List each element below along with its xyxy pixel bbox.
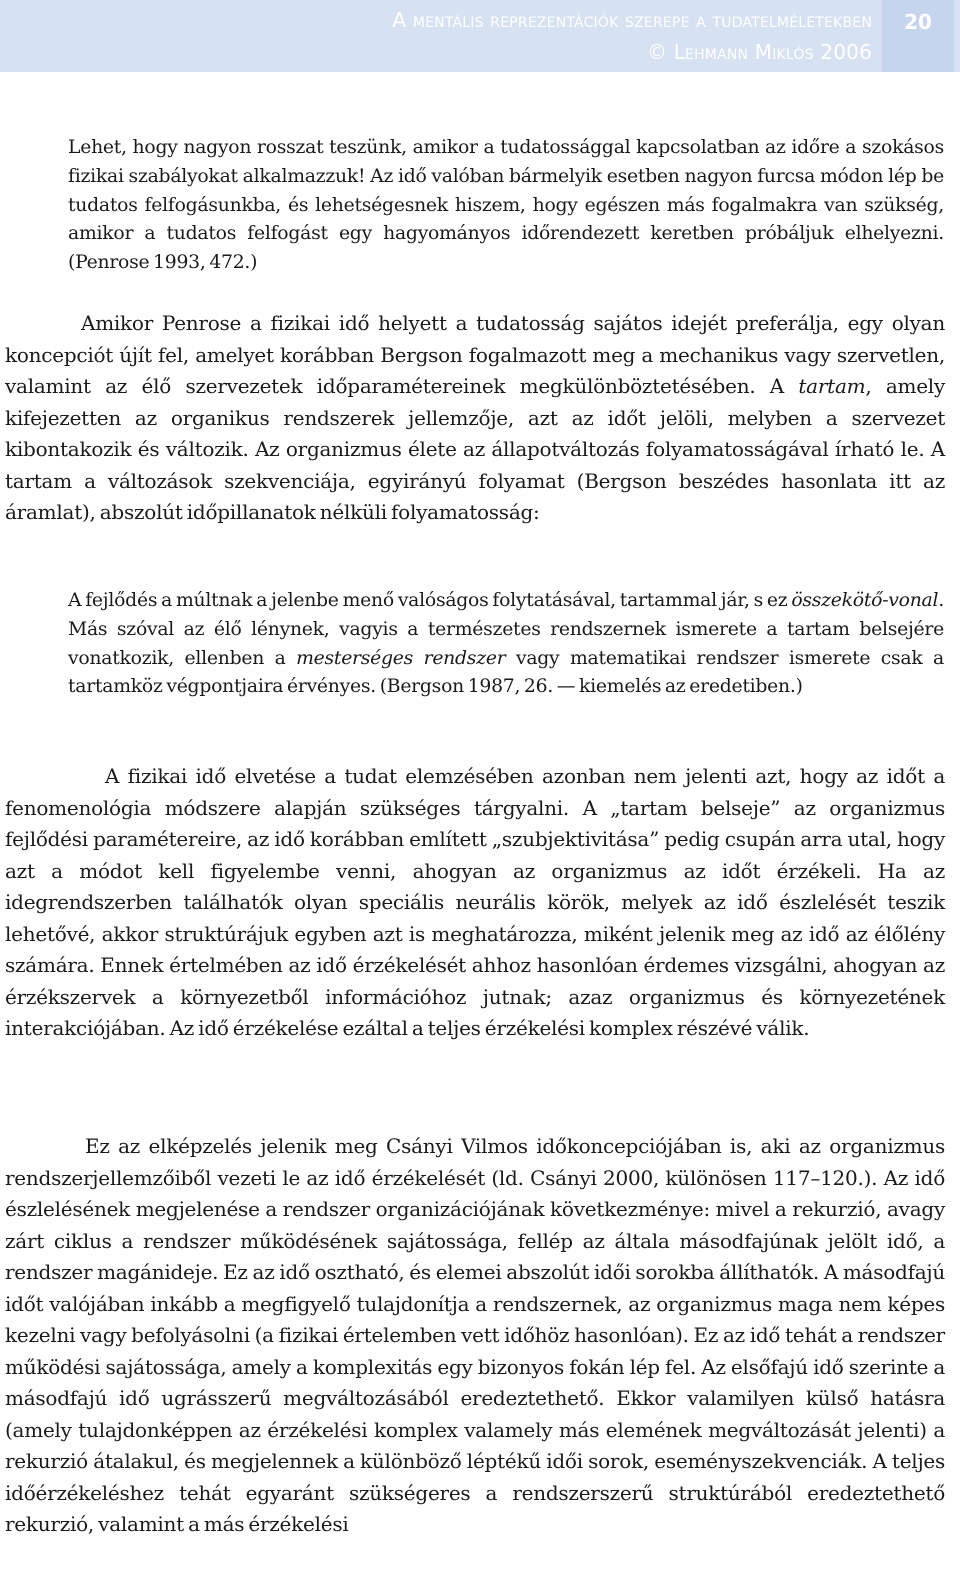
- block-quote-bergson: [68, 587, 944, 702]
- emphasis-osszekoto-vonal: összekötő-vonal: [791, 590, 939, 611]
- page-number: 20: [882, 0, 954, 72]
- paragraph-csanyi: Ez az elképzelés jelenik meg Csányi Vilmos időkoncepciójában is, aki az organizmus rendszerjellemzőiből vezeti le az idő érzékelését (ld. Csányi 2000, különösen 117–120.). Az idő észlelésének megjelenése a rendszer organizációjának következménye: mivel a rekurzió, avagy zárt ciklus a rendszer működésének sajátossága, fellép az általa másodfajúnak jelölt idő, a rendszer magánideje. Ez az idő osztható, és elemei abszolút idői sorokba állíthatók. A másodfajú időt valójában inkább a megfigyelő tulajdonítja a rendszernek, az organizmus maga nem képes kezelni vagy befolyásolni (a fizikai értelemben vett időhöz hasonlóan). Ez az idő tehát a rendszer működési sajátossága, amely a komplexitás egy bizonyos fokán lép fel. Az elsőfajú idő szerinte a másodfajú idő ugrásszerű megváltozásából eredeztethető. Ekkor valamilyen külső hatásra (amely tulajdonképpen az érzékelési komplex valamely más elemének megváltozását jelenti) a rekurzió átalakul, és megjelennek a különböző léptékű idői sorok, eseményszekvenciák. A teljes időérzékeléshez tehát egyaránt szükségeres a rendszerszerű struktúrából eredeztethető rekurzió, valamint a más érzékelési: [5, 1134, 945, 1536]
- emphasis-mesterseges-rendszer: mesterséges rendszer: [296, 647, 506, 669]
- page-header: [0, 0, 960, 72]
- emphasis-tartam: tartam: [798, 374, 866, 398]
- text-run: , amely kifejezetten az organikus rendszerek jellemzője, azt az időt jelöli, melyben a szervezet kibontakozik és változik. Az organizmus élete az állapotváltozás folyamatosságával írható le. A tartam a változások szekvenciája, egyirányú folyamat (Bergson beszédes hasonlata itt az áramlat), abszolút időpillanatok nélküli folyamatosság:: [5, 374, 945, 524]
- text-run: . Más szóval az élő lénynek, vagyis a természetes rendszernek ismerete a tartam belsejére vonatkozik, ellenben a: [68, 590, 944, 669]
- paragraph-bergson-tartam: [5, 308, 945, 529]
- block-quote-penrose: Lehet, hogy nagyon rosszat teszünk, amikor a tudatossággal kapcsolatban az időre a szokásos fizikai szabályokat alkalmazzuk! Az idő valóban bármelyik esetben nagyon furcsa módon lép be tudatos felfogásunkba, és lehetségesnek hiszem, hogy egészen más fogalmakra van szükség, amikor a tudatos felfogást egy hagyományos időrendezett keretben próbáljuk elhelyezni. (Penrose 1993, 472.): [68, 137, 944, 274]
- running-title: A mentális reprezentációk szerepe a tudatelméletekben: [392, 8, 872, 32]
- paragraph-fizikai-ido: A fizikai idő elvetése a tudat elemzésében azonban nem jelenti azt, hogy az időt a fenomenológia módszere alapján szükséges tárgyalni. A „tartam belseje” az organizmus fejlődési paramétereire, az idő korábban említett „szubjektivitása” pedig csupán arra utal, hogy azt a módot kell figyelembe venni, ahogyan az organizmus az időt érzékeli. Ha az idegrendszerben találhatók olyan speciális neurális körök, melyek az idő észlelését teszik lehetővé, akkor struktúrájuk egyben azt is meghatározza, miként jelenik meg az idő az élőlény számára. Ennek értelmében az idő érzékelését ahhoz hasonlóan érdemes vizsgálni, ahogyan az érzékszervek a környezetből információhoz jutnak; azaz organizmus és környezetének interakciójában. Az idő érzékelése ezáltal a teljes érzékelési komplex részévé válik.: [5, 764, 945, 1040]
- text-run: A fejlődés a múltnak a jelenbe menő valóságos folytatásával, tartammal jár, s ez: [68, 590, 792, 611]
- text-run: vagy matematikai rendszer ismerete csak a tartamköz végpontjaira érvényes. (Bergson 1987, 26. — kiemelés az eredetiben.): [68, 647, 944, 698]
- author-line: © Lehmann Miklós 2006: [646, 40, 872, 64]
- text-run: Amikor Penrose a fizikai idő helyett a tudatosság sajátos idejét preferálja, egy olyan koncepciót újít fel, amelyet korábban Bergson fogalmazott meg a mechanikus vagy szervetlen, valamint az élő szervezetek időparamétereinek megkülönböztetésében. A: [5, 311, 945, 398]
